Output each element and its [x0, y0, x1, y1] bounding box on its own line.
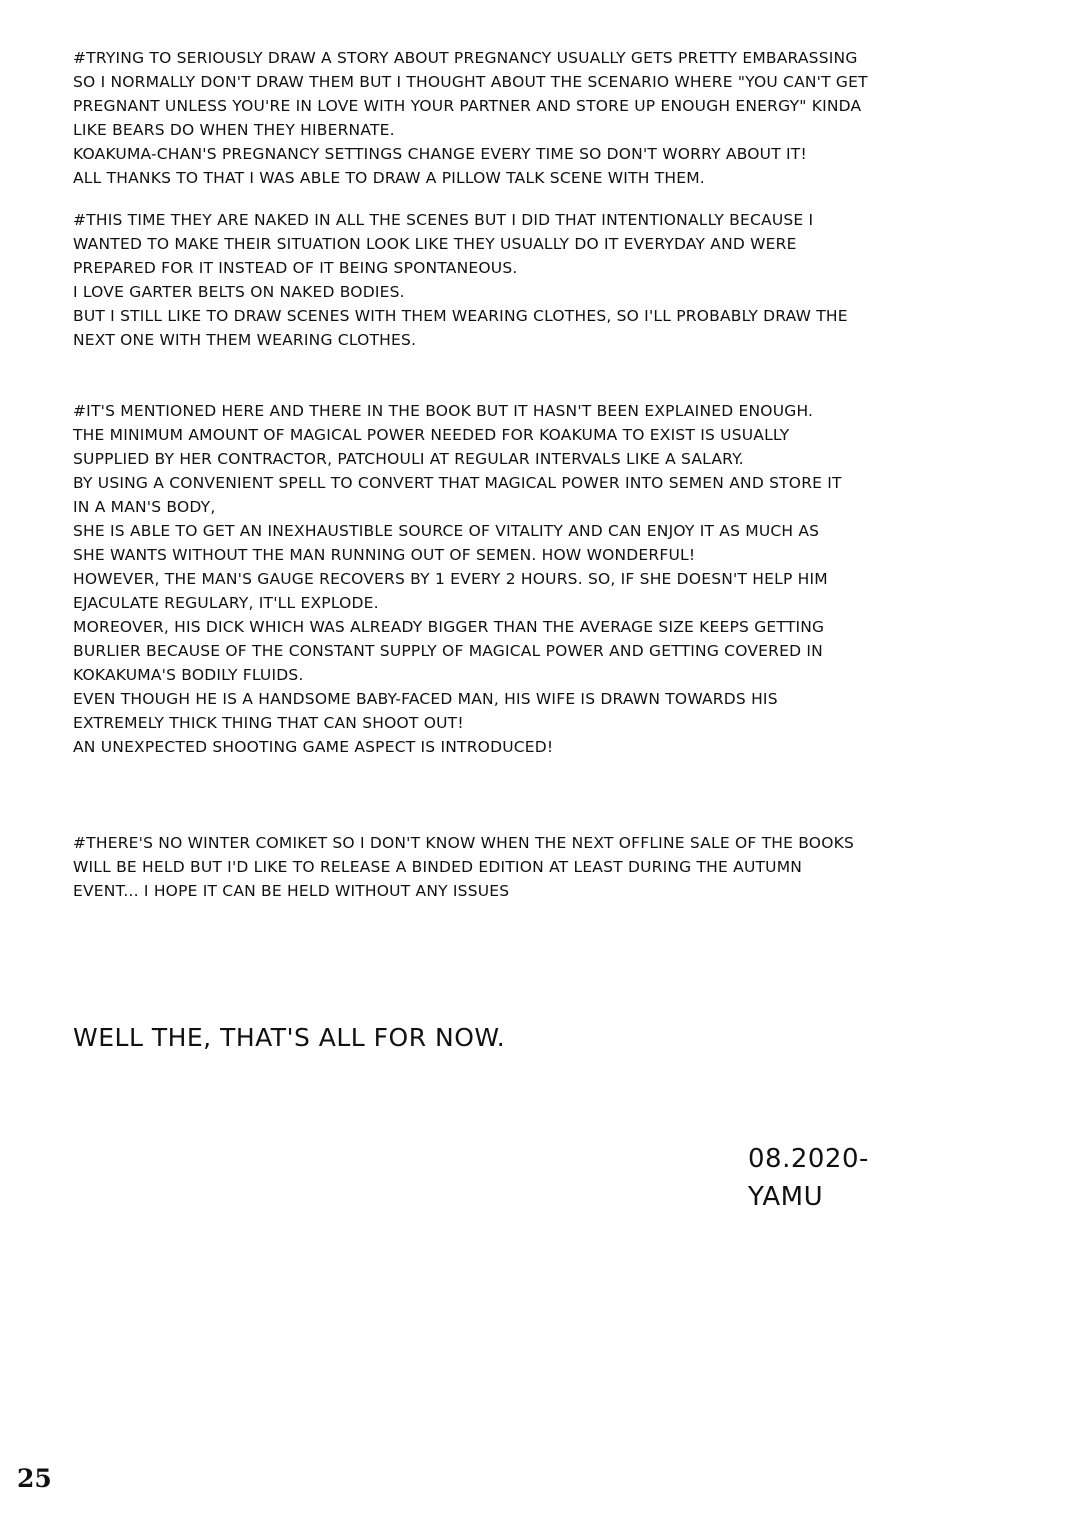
note-line: EJACULATE REGULARY, IT'LL EXPLODE.	[73, 594, 379, 612]
note-line: MOREOVER, HIS DICK WHICH WAS ALREADY BIGGER THAN THE AVERAGE SIZE KEEPS GETTING	[73, 618, 825, 636]
page-number: 25	[17, 1464, 52, 1493]
note-line: WANTED TO MAKE THEIR SITUATION LOOK LIKE THEY USUALLY DO IT EVERYDAY AND WERE	[73, 235, 797, 253]
note-line: #THERE'S NO WINTER COMIKET SO I DON'T KNOW WHEN THE NEXT OFFLINE SALE OF THE BOOKS	[73, 834, 855, 852]
note-line: IN A MAN'S BODY,	[73, 498, 216, 516]
note-line: THE MINIMUM AMOUNT OF MAGICAL POWER NEEDED FOR KOAKUMA TO EXIST IS USUALLY	[73, 426, 790, 444]
note-line: KOKAKUMA'S BODILY FLUIDS.	[73, 666, 304, 684]
signature-date: 08.2020-	[748, 1144, 869, 1174]
note-line: KOAKUMA-CHAN'S PREGNANCY SETTINGS CHANGE EVERY TIME SO DON'T WORRY ABOUT IT!	[73, 145, 807, 163]
note-line: I LOVE GARTER BELTS ON NAKED BODIES.	[73, 283, 405, 301]
note-line: SHE WANTS WITHOUT THE MAN RUNNING OUT OF SEMEN. HOW WONDERFUL!	[73, 546, 696, 564]
note-magical-power	[73, 399, 1048, 759]
note-line: BUT I STILL LIKE TO DRAW SCENES WITH THEM WEARING CLOTHES, SO I'LL PROBABLY DRAW THE	[73, 307, 848, 325]
note-line: SO I NORMALLY DON'T DRAW THEM BUT I THOUGHT ABOUT THE SCENARIO WHERE "YOU CAN'T GET	[73, 73, 868, 91]
note-line: LIKE BEARS DO WHEN THEY HIBERNATE.	[73, 121, 395, 139]
closing-line: WELL THE, THAT'S ALL FOR NOW.	[73, 1023, 506, 1052]
signature-author: YAMU	[748, 1182, 824, 1212]
note-line: ALL THANKS TO THAT I WAS ABLE TO DRAW A PILLOW TALK SCENE WITH THEM.	[73, 169, 705, 187]
note-line: EVEN THOUGH HE IS A HANDSOME BABY-FACED MAN, HIS WIFE IS DRAWN TOWARDS HIS	[73, 690, 778, 708]
note-line: SHE IS ABLE TO GET AN INEXHAUSTIBLE SOURCE OF VITALITY AND CAN ENJOY IT AS MUCH AS	[73, 522, 820, 540]
note-line: BURLIER BECAUSE OF THE CONSTANT SUPPLY OF MAGICAL POWER AND GETTING COVERED IN	[73, 642, 823, 660]
signature	[748, 1140, 869, 1216]
note-naked-scenes	[73, 208, 1048, 352]
note-line: #THIS TIME THEY ARE NAKED IN ALL THE SCENES BUT I DID THAT INTENTIONALLY BECAUSE I	[73, 211, 814, 229]
note-line: #TRYING TO SERIOUSLY DRAW A STORY ABOUT PREGNANCY USUALLY GETS PRETTY EMBARASSING	[73, 49, 858, 67]
note-line: EVENT... I HOPE IT CAN BE HELD WITHOUT ANY ISSUES	[73, 882, 510, 900]
note-line: EXTREMELY THICK THING THAT CAN SHOOT OUT!	[73, 714, 464, 732]
note-line: PREGNANT UNLESS YOU'RE IN LOVE WITH YOUR PARTNER AND STORE UP ENOUGH ENERGY" KINDA	[73, 97, 862, 115]
note-line: PREPARED FOR IT INSTEAD OF IT BEING SPONTANEOUS.	[73, 259, 518, 277]
note-line: NEXT ONE WITH THEM WEARING CLOTHES.	[73, 331, 417, 349]
note-line: HOWEVER, THE MAN'S GAUGE RECOVERS BY 1 EVERY 2 HOURS. SO, IF SHE DOESN'T HELP HIM	[73, 570, 828, 588]
note-comiket	[73, 831, 1048, 903]
note-line: WILL BE HELD BUT I'D LIKE TO RELEASE A BINDED EDITION AT LEAST DURING THE AUTUMN	[73, 858, 803, 876]
note-line: AN UNEXPECTED SHOOTING GAME ASPECT IS INTRODUCED!	[73, 738, 554, 756]
note-pregnancy	[73, 46, 1048, 190]
note-line: BY USING A CONVENIENT SPELL TO CONVERT THAT MAGICAL POWER INTO SEMEN AND STORE IT	[73, 474, 842, 492]
note-line: SUPPLIED BY HER CONTRACTOR, PATCHOULI AT REGULAR INTERVALS LIKE A SALARY.	[73, 450, 744, 468]
note-line: #IT'S MENTIONED HERE AND THERE IN THE BOOK BUT IT HASN'T BEEN EXPLAINED ENOUGH.	[73, 402, 814, 420]
